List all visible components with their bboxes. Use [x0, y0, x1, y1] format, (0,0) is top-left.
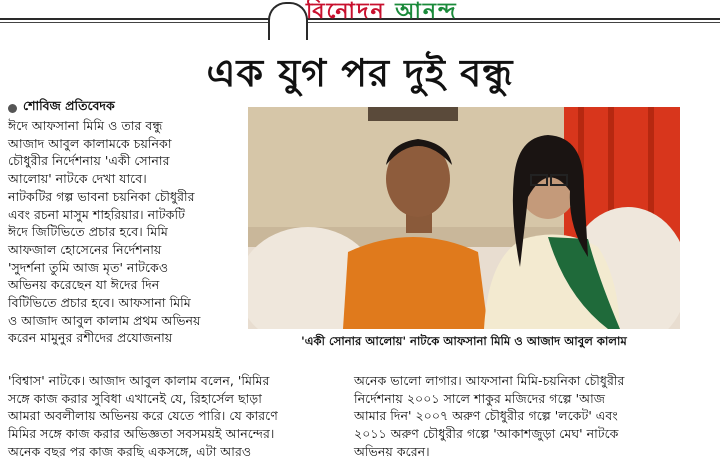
article-column-1	[8, 117, 244, 347]
section-arch-ornament	[268, 2, 308, 40]
column-2-line: অভিনয় করেন।	[354, 443, 430, 459]
column-1-line: আফজাল হোসেনের নির্দেশনায়	[8, 241, 162, 257]
section-banner-green: আনন্দ	[395, 0, 458, 24]
column-1-bottom-line: 'বিশ্বাস' নাটকে। আজাদ আবুল কালাম বলেন, 'মিমির	[8, 373, 270, 388]
column-2-line: আমার দিন' ২০০৭ অরুণ চৌধুরীর গল্পে 'লকেট' এবং	[354, 408, 618, 424]
column-1-bottom-line: অনেক বছর পর কাজ করছি একসঙ্গে, এটা আরও	[8, 443, 252, 459]
column-2-line: ২০১১ অরুণ চৌধুরীর গল্পে 'আকাশজুড়া মেঘ' নাটকে	[354, 426, 619, 442]
column-1-line: এবং রচনা মাসুম শাহরিয়ার। নাটকটি	[8, 206, 185, 222]
byline	[8, 98, 115, 118]
headline: এক যুগ পর দুই বন্ধু	[206, 50, 514, 95]
column-1-bottom-line: আমরা অবলীলায় অভিনয় করে যেতে পারি। যে কারণে	[8, 408, 278, 424]
article-column-1-bottom	[8, 372, 348, 461]
photo-caption: 'একী সোনার আলোয়' নাটকে আফসানা মিমি ও আজাদ আবুল কালাম	[301, 334, 627, 348]
column-2-line: অনেক ভালো লাগার। আফসানা মিমি-চয়নিকা চৌধুরীর	[354, 373, 625, 388]
column-1-line: ঈদে জিটিভিতে প্রচার হবে। মিমি	[8, 224, 168, 240]
column-1-line: আলোয়' নাটকে দেখা যাবে।	[8, 171, 147, 187]
section-banner	[306, 0, 458, 31]
article-column-2	[354, 372, 712, 461]
byline-text: শোবিজ প্রতিবেদক	[23, 98, 115, 113]
column-1-line: বিটিভিতে প্রচার হবে। আফসানা মিমি	[8, 295, 191, 311]
column-1-line: চৌধুরীর নির্দেশনায় 'একী সোনার	[8, 153, 170, 169]
kurta-shape	[343, 237, 488, 329]
column-1-line: করেন মামুনুর রশীদের প্রযোজনায়	[8, 330, 173, 346]
column-1-line: ও আজাদ আবুল কালাম প্রথম অভিনয়	[8, 312, 201, 328]
section-banner-red: বিনোদন	[306, 0, 386, 24]
column-1-line: ঈদে আফসানা মিমি ও তার বন্ধু	[8, 118, 163, 133]
column-1-bottom-line: সঙ্গে কাজ করার সুবিধা এখানেই যে, রিহার্সেল ছাড়া	[8, 390, 262, 406]
column-2-line: নির্দেশনায় ২০০১ সালে শাকুর মজিদের গল্পে 'আজ	[354, 390, 606, 406]
photo-illustration	[248, 107, 680, 329]
column-1-line: আজাদ আবুল কালামকে চয়নিকা	[8, 135, 172, 151]
column-1-bottom-line: মিমির সঙ্গে কাজ করার অভিজ্ঞতা সবসময়ই আনন্দের।	[8, 426, 275, 442]
column-1-line: নাটকটির গল্প ভাবনা চয়নিকা চৌধুরীর	[8, 188, 195, 204]
column-1-line: 'সুদর্শনা তুমি আজ মৃত' নাটকেও	[8, 259, 169, 275]
bullet-icon	[8, 104, 17, 113]
article-photo	[248, 107, 680, 329]
column-1-line: অভিনয় করেছেন যা ঈদের দিন	[8, 277, 160, 293]
